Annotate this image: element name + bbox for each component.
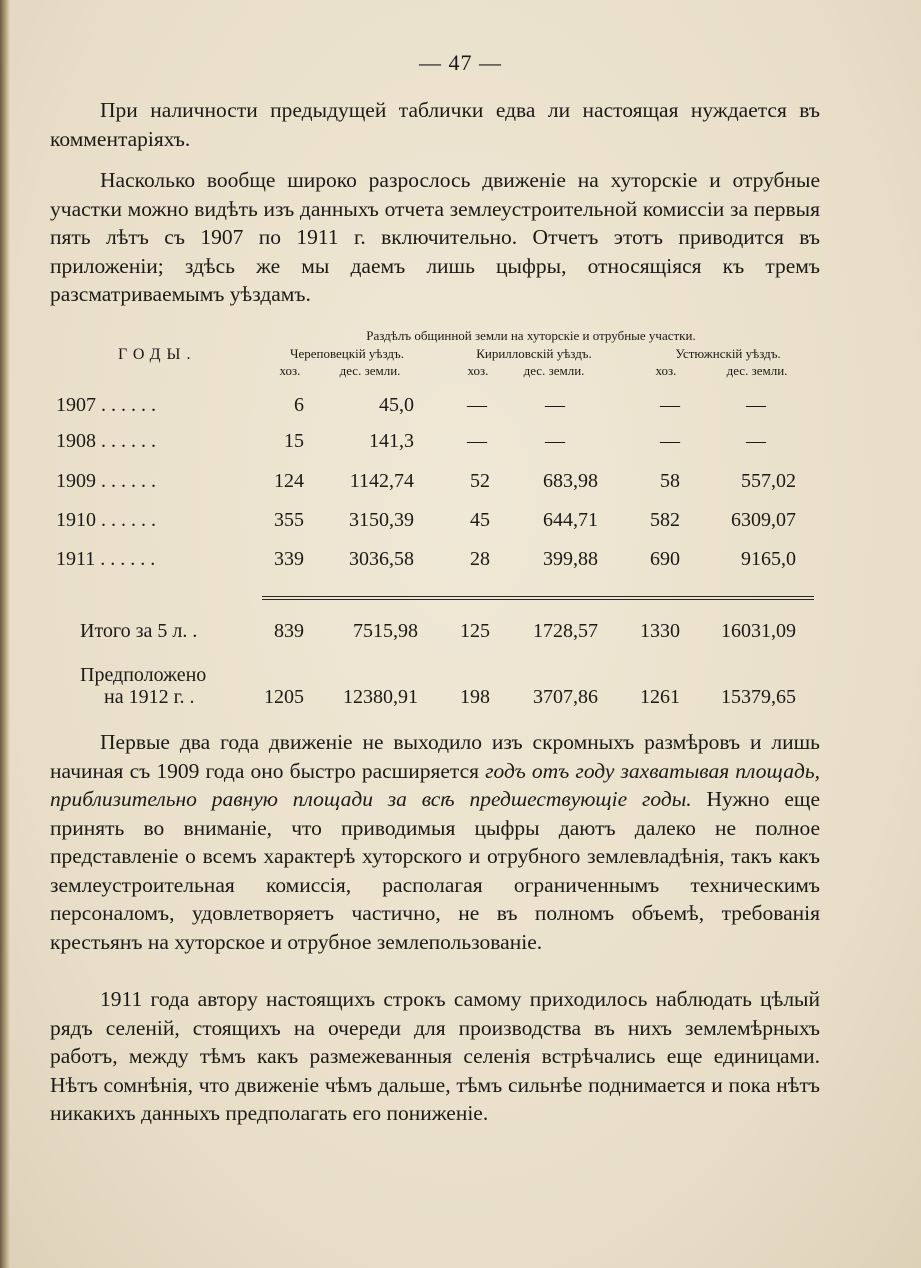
cell: 124 bbox=[274, 470, 304, 492]
subheader-households-2: хоз. bbox=[467, 363, 489, 378]
cell: — bbox=[545, 430, 565, 452]
cell: 28 bbox=[470, 548, 490, 570]
para3-tail-text: Нужно еще принять во вниманіе, что приводимыя цыфры даютъ далеко не полное представленіе о всемъ характерѣ хуторского и отрубного землевладѣнія, такъ какъ землеустроительная комиссія, располагая ограниченнымъ техническимъ персоналомъ, удовлетворяетъ частично, не въ полномъ объемѣ, требованія крестьянъ на хуторское и отрубное землепользованіе. bbox=[50, 787, 821, 954]
intro-paragraph-1 bbox=[50, 96, 820, 153]
table-caption: Раздѣлъ общинной земли на хуторскіе и отрубные участки. bbox=[366, 328, 696, 343]
cell: 15 bbox=[284, 430, 304, 452]
para3-lead-text: Первые два года движеніе не выходило изъ скромныхъ размѣровъ и лишь начиная съ 1909 года оно быстро расширяется bbox=[50, 730, 820, 783]
intro-paragraph-2 bbox=[50, 166, 820, 309]
cell: 1142,74 bbox=[349, 470, 414, 492]
cell: 45,0 bbox=[379, 394, 414, 416]
cell: 582 bbox=[650, 509, 680, 531]
table-row bbox=[0, 509, 921, 539]
cell: 3150,39 bbox=[349, 509, 414, 531]
total-label: Итого за 5 л. . bbox=[80, 620, 198, 642]
cell: — bbox=[746, 430, 766, 452]
cell: 58 bbox=[660, 470, 680, 492]
cell: 9165,0 bbox=[741, 548, 796, 570]
cell: 355 bbox=[274, 509, 304, 531]
table-row bbox=[0, 430, 921, 460]
cell: 1261 bbox=[640, 686, 680, 708]
body-paragraph-4 bbox=[50, 985, 820, 1128]
cell: — bbox=[467, 430, 487, 452]
cell: — bbox=[545, 394, 565, 416]
cell: 15379,65 bbox=[721, 686, 796, 708]
subheader-land-1: дес. земли. bbox=[339, 363, 401, 378]
cell: 125 bbox=[460, 620, 490, 642]
cell: 141,3 bbox=[369, 430, 414, 452]
cell: — bbox=[746, 394, 766, 416]
cell: 557,02 bbox=[741, 470, 796, 492]
table-total-row bbox=[0, 620, 921, 650]
table-row bbox=[0, 548, 921, 578]
cell: 198 bbox=[460, 686, 490, 708]
page-number: — 47 — bbox=[419, 50, 502, 75]
cell: 1205 bbox=[264, 686, 304, 708]
district-header-ustyuzhna: Устюжнскій уѣздъ. bbox=[675, 346, 781, 361]
table-total-rule bbox=[262, 596, 814, 600]
subheader-households-3: хоз. bbox=[655, 363, 677, 378]
cell: 7515,98 bbox=[353, 620, 418, 642]
cell: 45 bbox=[470, 509, 490, 531]
cell: 839 bbox=[274, 620, 304, 642]
subheader-land-3: дес. земли. bbox=[726, 363, 788, 378]
projected-label-line2: на 1912 г. . bbox=[104, 686, 195, 708]
cell: 339 bbox=[274, 548, 304, 570]
district-header-cherepovets: Череповецкій уѣздъ. bbox=[290, 346, 404, 361]
cell: 1330 bbox=[640, 620, 680, 642]
cell: 683,98 bbox=[543, 470, 598, 492]
row-label: 1907 . . . . . . bbox=[56, 394, 156, 416]
cell: 1728,57 bbox=[533, 620, 598, 642]
cell: 690 bbox=[650, 548, 680, 570]
row-label: 1909 . . . . . . bbox=[56, 470, 156, 492]
row-label: 1911 . . . . . . bbox=[56, 548, 156, 570]
cell: 6 bbox=[294, 394, 304, 416]
intro-paragraph-1-text: При наличности предыдущей таблички едва ли настоящая нуждается въ комментаріяхъ. bbox=[50, 98, 820, 151]
body-paragraph-3 bbox=[50, 728, 820, 956]
para4-text: 1911 года автору настоящихъ строкъ самому приходилось наблюдать цѣлый рядъ селеній, стоящихъ на очереди для производства въ нихъ землемѣрныхъ работъ, между тѣмъ какъ размежеванныя селенія встрѣчались еще единицами. Нѣтъ сомнѣнія, что движеніе чѣмъ дальше, тѣмъ сильнѣе поднимается и пока нѣтъ никакихъ данныхъ предполагать его пониженіе. bbox=[50, 987, 820, 1125]
subheader-households-1: хоз. bbox=[279, 363, 301, 378]
cell: — bbox=[660, 430, 680, 452]
district-header-kirillov: Кирилловскій уѣздъ. bbox=[476, 346, 592, 361]
cell: 16031,09 bbox=[721, 620, 796, 642]
intro-paragraph-2-text: Насколько вообще широко разрослось движеніе на хуторскіе и отрубные участки можно видѣть изъ данныхъ отчета землеустроительной комиссіи за первыя пять лѣтъ съ 1907 по 1911 г. включительно. Отчетъ этотъ приводится въ приложеніи; здѣсь же мы даемъ лишь цыфры, относящіяся къ тремъ разсматриваемымъ уѣздамъ. bbox=[50, 168, 820, 306]
table-row bbox=[0, 470, 921, 500]
cell: 12380,91 bbox=[343, 686, 418, 708]
cell: 399,88 bbox=[543, 548, 598, 570]
table-projected-row bbox=[0, 686, 921, 716]
para3-italic-text: годъ отъ году захватывая площадь, приблизительно равную площади за всѣ предшествующіе годы. bbox=[50, 758, 820, 811]
row-label: 1910 . . . . . . bbox=[56, 509, 156, 531]
cell: — bbox=[467, 394, 487, 416]
projected-label-line1: Предположено bbox=[80, 664, 207, 686]
cell: 52 bbox=[470, 470, 490, 492]
cell: 644,71 bbox=[543, 509, 598, 531]
cell: 3707,86 bbox=[533, 686, 598, 708]
table-row bbox=[0, 394, 921, 424]
cell: 6309,07 bbox=[731, 509, 796, 531]
years-header: ГОДЫ. bbox=[118, 346, 197, 363]
cell: 3036,58 bbox=[349, 548, 414, 570]
row-label: 1908 . . . . . . bbox=[56, 430, 156, 452]
cell: — bbox=[660, 394, 680, 416]
subheader-land-2: дес. земли. bbox=[523, 363, 585, 378]
